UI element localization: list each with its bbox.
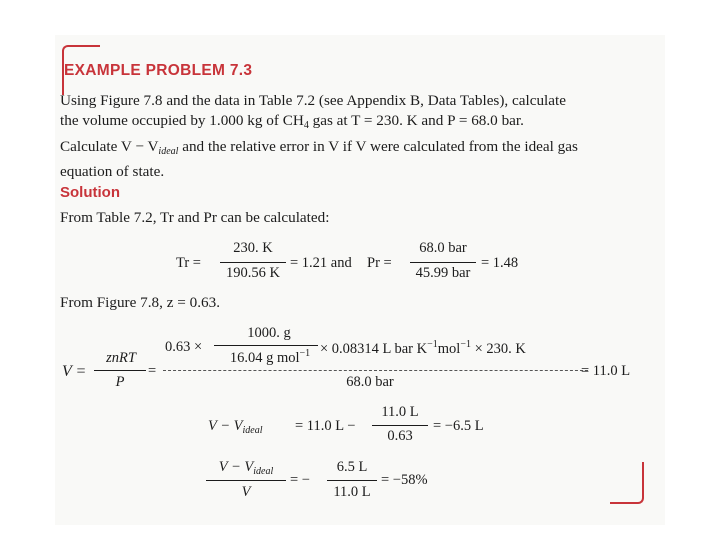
problem-line-4: equation of state. <box>60 163 165 181</box>
problem-statement <box>60 91 655 183</box>
pr-label: Pr = <box>367 255 392 271</box>
volume-lhs: V = <box>62 363 87 380</box>
diff-middle: = 11.0 L − <box>295 418 356 434</box>
problem-line-2a: the volume occupied by 1.000 kg of CH <box>60 112 304 130</box>
diff-lhs-text: V − V <box>208 418 243 434</box>
r-mol-exponent: −1 <box>460 339 471 350</box>
rel-numerator-subscript: ideal <box>253 466 274 477</box>
tr-fraction-bar <box>220 262 286 263</box>
rel-numerator-text: V − V <box>218 459 254 475</box>
r-kelvin-exponent: −1 <box>427 339 438 350</box>
problem-line-3a: Calculate V − V <box>60 137 159 155</box>
tr-numerator: 230. K <box>233 240 273 256</box>
diff-denominator: 0.63 <box>387 428 413 444</box>
figure-note: From Figure 7.8, z = 0.63. <box>60 294 221 311</box>
problem-line-3-subscript: ideal <box>158 145 179 157</box>
znrt-numerator: znRT <box>106 350 136 366</box>
volume-denominator: 68.0 bar <box>346 374 394 390</box>
mass-denominator-exponent: −1 <box>299 348 311 359</box>
r-mol-text: mol <box>437 341 461 357</box>
problem-line-2b: gas at T = 230. K and P = 68.0 bar. <box>308 112 524 130</box>
rel-inner-fraction-bar <box>327 480 377 481</box>
tr-denominator: 190.56 K <box>226 265 280 281</box>
tr-label: Tr = <box>176 255 201 271</box>
r-constant-term <box>320 339 526 358</box>
rel-equals-minus: = − <box>290 472 310 488</box>
diff-result: = −6.5 L <box>433 418 484 434</box>
znrt-fraction-bar <box>94 370 146 371</box>
corner-bracket-bottom-right <box>610 462 644 504</box>
example-problem-heading: EXAMPLE PROBLEM 7.3 <box>64 62 253 79</box>
diff-numerator: 11.0 L <box>381 404 419 420</box>
znrt-denominator: P <box>115 374 125 390</box>
mass-fraction-bar <box>214 345 318 346</box>
pr-result: = 1.48 <box>481 255 519 271</box>
volume-equals: = <box>148 363 157 379</box>
pr-denominator: 45.99 bar <box>415 265 471 281</box>
mass-numerator: 1000. g <box>247 325 291 341</box>
diff-fraction-bar <box>372 425 428 426</box>
diff-lhs <box>208 418 263 436</box>
mass-denominator <box>214 348 326 367</box>
volume-result: = 11.0 L <box>581 363 631 379</box>
diff-lhs-subscript: ideal <box>242 425 263 436</box>
rel-fraction-bar <box>206 480 286 481</box>
rel-result: = −58% <box>381 472 428 488</box>
pr-fraction-bar <box>410 262 476 263</box>
rel-fraction-denominator: 11.0 L <box>333 484 371 500</box>
r-temperature: × 230. K <box>474 341 526 357</box>
rel-fraction-numerator: 6.5 L <box>336 459 368 475</box>
rel-denominator: V <box>241 484 251 500</box>
r-term-text: × 0.08314 L bar K <box>320 341 428 357</box>
volume-main-fraction-bar <box>163 370 588 371</box>
problem-line-1: Using Figure 7.8 and the data in Table 7.2 (see Appendix B, Data Tables), calculate <box>60 92 566 109</box>
pr-numerator: 68.0 bar <box>419 240 467 256</box>
mass-denominator-text: 16.04 g mol <box>229 350 300 366</box>
problem-line-2-subscript: 4 <box>303 120 309 132</box>
problem-line-3b: and the relative error in V if V were calculated from the ideal gas <box>178 137 578 155</box>
rel-numerator <box>204 459 288 477</box>
tr-result: = 1.21 and <box>290 255 352 271</box>
solution-heading: Solution <box>60 184 120 201</box>
solution-intro: From Table 7.2, Tr and Pr can be calculated: <box>60 209 330 226</box>
mass-coefficient: 0.63 × <box>165 339 203 355</box>
